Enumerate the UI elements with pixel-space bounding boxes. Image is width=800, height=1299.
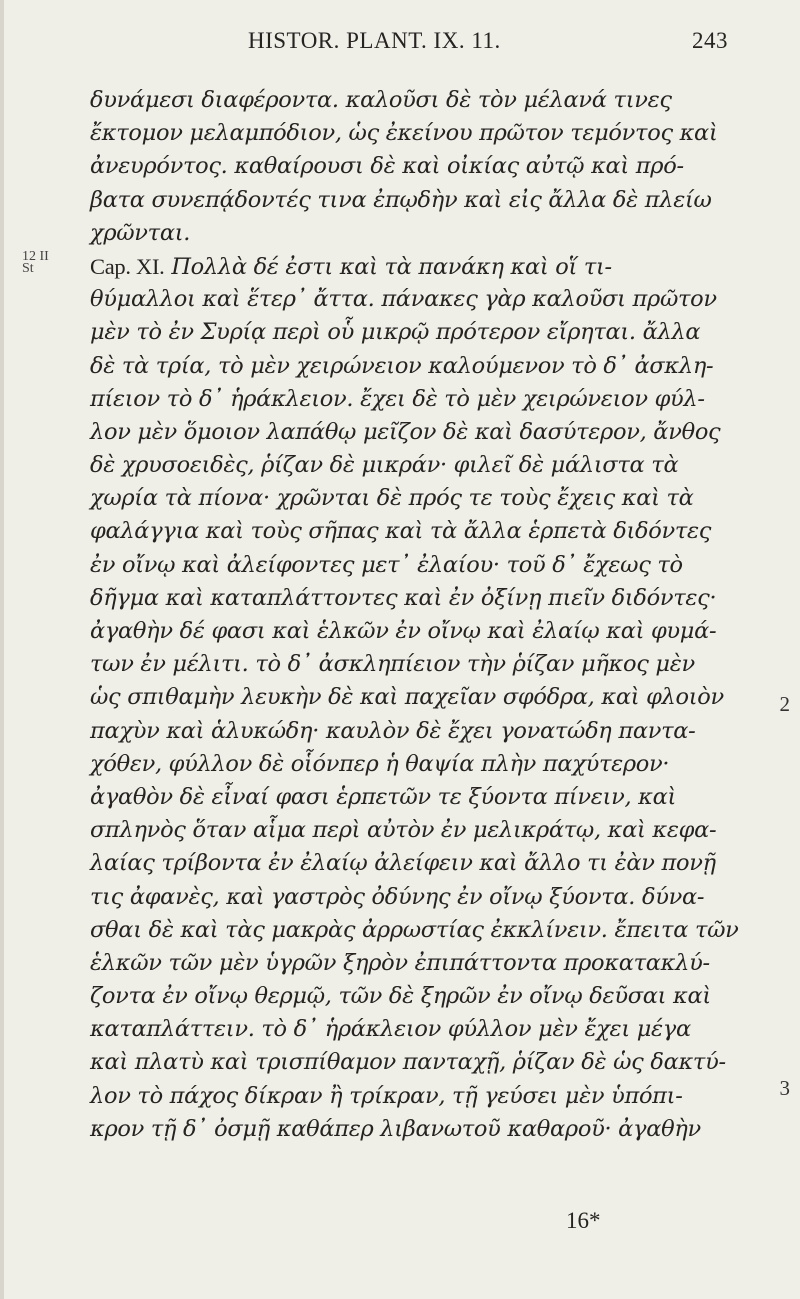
text-line: σθαι δὲ καὶ τὰς μακρὰς ἀρρωστίας ἐκκλίνειν. ἔπειτα τῶν xyxy=(90,916,739,943)
text-line: φαλάγγια καὶ τοὺς σῆπας καὶ τὰ ἄλλα ἑρπετὰ διδόντες xyxy=(90,518,712,545)
margin-reference xyxy=(22,251,49,275)
text-line: λον τὸ πάχος δίκραν ἢ τρίκραν, τῇ γεύσει μὲν ὑπόπι- xyxy=(90,1082,683,1109)
text-line: χρῶνται. xyxy=(90,219,191,246)
page-spine-edge xyxy=(0,0,4,1299)
section-number-3: 3 xyxy=(779,1076,790,1100)
text-line: ἀνευρόντος. καθαίρουσι δὲ καὶ οἰκίας αὐτῷ καὶ πρό- xyxy=(90,153,684,180)
text-line: των ἐν μέλιτι. τὸ δ᾽ ἀσκληπίειον τὴν ῥίζαν μῆκος μὲν xyxy=(90,651,695,678)
text-line: ὡς σπιθαμὴν λευκὴν δὲ καὶ παχεῖαν σφόδρα, καὶ φλοιὸν xyxy=(90,684,724,711)
text-line: καταπλάττειν. τὸ δ᾽ ἡράκλειον φύλλον μὲν ἔχει μέγα xyxy=(90,1016,691,1043)
text-line: ἐν οἴνῳ καὶ ἀλείφοντες μετ᾽ ἐλαίου· τοῦ δ᾽ ἔχεως τὸ xyxy=(90,551,683,578)
margin-ref-edition: St xyxy=(22,261,34,276)
section-number-2: 2 xyxy=(779,692,790,716)
chapter-start-line xyxy=(90,250,738,283)
signature-mark: 16* xyxy=(566,1208,601,1233)
text-line: μὲν τὸ ἐν Συρίᾳ περὶ οὗ μικρῷ πρότερον εἴρηται. ἄλλα xyxy=(90,319,701,346)
chapter-label: Cap. XI. xyxy=(90,253,165,279)
text-line: δῆγμα καὶ καταπλάττοντες καὶ ἐν ὀξίνῃ πιεῖν διδόντες· xyxy=(90,584,717,611)
text-line: παχὺν καὶ ἁλυκώδη· καυλὸν δὲ ἔχει γονατώδη παντα- xyxy=(90,717,696,744)
greek-text-body xyxy=(90,84,738,1146)
text-line: κρον τῇ δ᾽ ὀσμῇ καθάπερ λιβανωτοῦ καθαροῦ· ἀγαθὴν xyxy=(90,1115,701,1142)
text-line: σπληνὸς ὅταν αἷμα περὶ αὐτὸν ἐν μελικράτῳ, καὶ κεφα- xyxy=(90,817,717,844)
running-header xyxy=(248,28,728,54)
text-line: δὲ χρυσοειδὲς, ῥίζαν δὲ μικράν· φιλεῖ δὲ μάλιστα τὰ xyxy=(90,452,679,479)
text-line: Πολλὰ δέ ἐστι καὶ τὰ πανάκη καὶ οἵ τι- xyxy=(171,253,612,280)
page-number: 243 xyxy=(692,28,728,53)
text-line: δὲ τὰ τρία, τὸ μὲν χειρώνειον καλούμενον τὸ δ᾽ ἀσκλη- xyxy=(90,352,714,379)
text-line: ἀγαθὴν δέ φασι καὶ ἑλκῶν ἐν οἴνῳ καὶ ἐλαίῳ καὶ φυμά- xyxy=(90,618,717,644)
text-line: τις ἀφανὲς, καὶ γαστρὸς ὀδύνης ἐν οἴνῳ ξύοντα. δύνα- xyxy=(90,883,705,910)
text-line: χωρία τὰ πίονα· χρῶνται δὲ πρός τε τοὺς ἔχεις καὶ τὰ xyxy=(90,485,694,512)
text-line: λον μὲν ὅμοιον λαπάθῳ μεῖζον δὲ καὶ δασύτερον, ἄνθος xyxy=(90,418,721,445)
header-title: HISTOR. PLANT. IX. 11. xyxy=(248,28,501,53)
text-line: καὶ πλατὺ καὶ τρισπίθαμον πανταχῇ, ῥίζαν δὲ ὡς δακτύ- xyxy=(90,1049,726,1076)
text-line: ἀγαθὸν δὲ εἶναί φασι ἑρπετῶν τε ξύοντα πίνειν, καὶ xyxy=(90,783,677,810)
text-line: δυνάμεσι διαφέροντα. καλοῦσι δὲ τὸν μέλανά τινες xyxy=(90,87,672,113)
text-line: βατα συνεπᾴδοντές τινα ἐπῳδὴν καὶ εἰς ἄλλα δὲ πλείω xyxy=(90,186,712,213)
text-line: ζοντα ἐν οἴνῳ θερμῷ, τῶν δὲ ξηρῶν ἐν οἴνῳ δεῦσαι καὶ xyxy=(90,983,711,1010)
text-line: ἑλκῶν τῶν μὲν ὑγρῶν ξηρὸν ἐπιπάττοντα προκατακλύ- xyxy=(90,949,710,976)
text-line: λαίας τρίβοντα ἐν ἐλαίῳ ἀλείφειν καὶ ἄλλο τι ἐὰν πονῇ xyxy=(90,850,716,877)
text-line: θύμαλλοι καὶ ἕτερ᾽ ἄττα. πάνακες γὰρ καλοῦσι πρῶτον xyxy=(90,286,717,313)
margin-ref-page: 12 II xyxy=(22,249,49,264)
text-line: χόθεν, φύλλον δὲ οἷόνπερ ἡ θαψία πλὴν παχύτερον· xyxy=(90,750,670,777)
text-line: πίειον τὸ δ᾽ ἡράκλειον. ἔχει δὲ τὸ μὲν χειρώνειον φύλ- xyxy=(90,385,705,412)
text-line: ἔκτομον μελαμπόδιον, ὡς ἐκείνου πρῶτον τεμόντος καὶ xyxy=(90,120,718,147)
